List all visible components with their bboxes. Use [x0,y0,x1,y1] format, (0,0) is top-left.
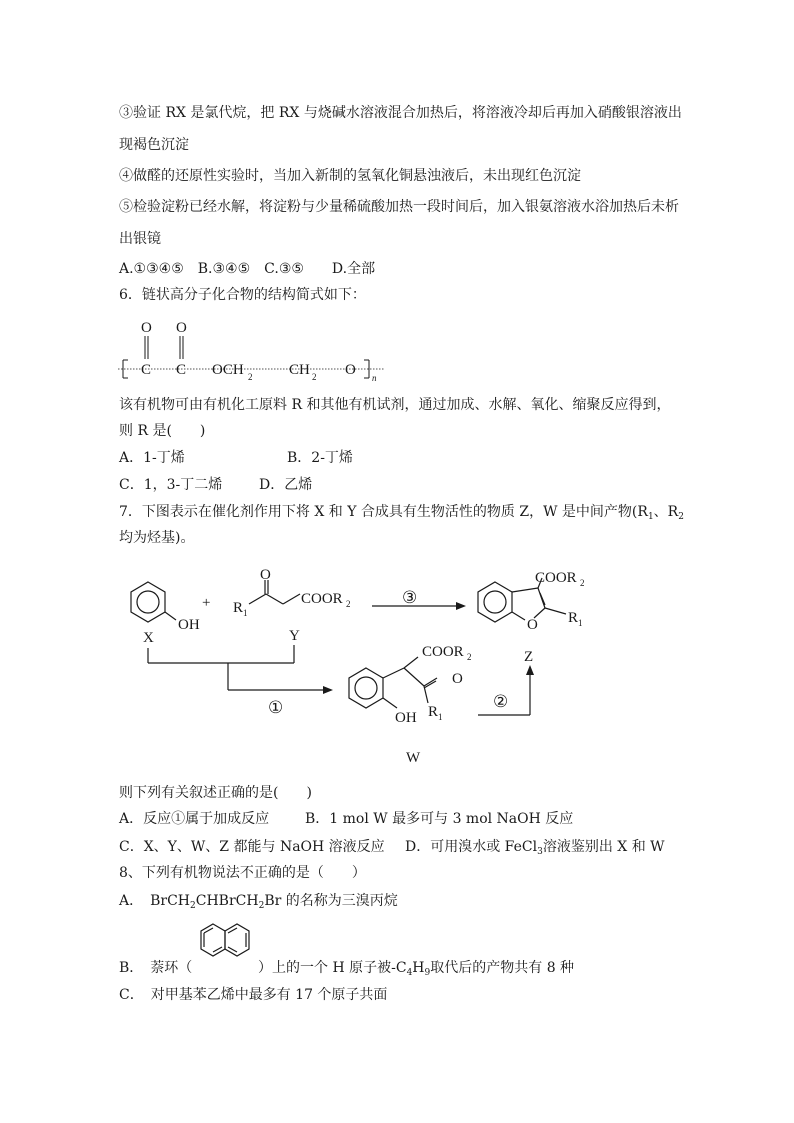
q8-option-b-prefix: B． 萘环（ [119,960,193,976]
q8-option-a: A． BrCH$_2$CHBrCH$_2$Br 的名称为三溴丙烷 [119,893,398,911]
q7-option-d: D．可用溴水或 FeCl$_3$溶液鉴别出 X 和 W [405,839,665,857]
formula-n: n [372,373,377,383]
q5-options: A.①③④⑤ B.③④⑤ C.③⑤ D.全部 [119,261,376,277]
q6-desc-line1: 该有机物可由有机化工原料 R 和其他有机试剂，通过加成、水解、氧化、缩聚反应得到， [119,397,671,413]
z-ring-o: O [527,617,538,633]
q5-item3-line2: 现褐色沉淀 [119,137,189,153]
x-benzene-ring [131,582,165,622]
q6-option-c: C．1，3-丁二烯 [119,477,223,493]
w-cooR-sub: 2 [467,652,472,662]
z-cooR-sub: 2 [580,578,585,588]
step1-label: ① [268,698,284,717]
q5-item4: ④做醛的还原性实验时，当加入新制的氢氧化铜悬浊液后，未出现红色沉淀 [119,168,581,184]
q7-stem-line2: 均为烃基)。 [119,530,195,546]
z-cooR: COOR [535,570,577,586]
formula-ch: CH [289,362,310,378]
y-ketone-o: O [260,567,271,583]
formula-sub-2b: 2 [312,372,317,382]
w-label: W [406,750,421,766]
z-label: Z [524,649,534,665]
q7-question: 则下列有关叙述正确的是( ) [119,785,312,801]
y-backbone [249,594,266,604]
naphthalene-structure [192,918,258,966]
step3-label: ③ [402,588,418,607]
y-r1-sub: 1 [243,608,248,618]
q8-option-c: C． 对甲基苯乙烯中最多有 17 个原子共面 [119,987,388,1003]
q6-option-d: D．乙烯 [259,477,313,493]
q5-item5-line1: ⑤检验淀粉已经水解，将淀粉与少量稀硫酸加热一段时间后，加入银氨溶液水浴加热后未析 [119,199,679,215]
w-aromatic-circle [355,677,377,699]
x-aromatic-circle [137,591,159,613]
x-label: X [143,630,154,646]
q8-option-b-rest: ）上的一个 H 原子被$-C_4H_9$取代后的产物共有 8 种 [258,960,575,978]
w-cooR: COOR [422,644,464,660]
w-oh-label: OH [395,710,417,726]
q6-polymer-formula [115,312,395,384]
formula-c-1: C [141,362,152,378]
step2-label: ② [493,692,509,711]
plus-sign: + [202,595,211,611]
q7-option-c: C．X、Y、W、Z 都能与 NaOH 溶液反应 [119,839,385,855]
y-r1: R [233,600,244,616]
q7-option-a: A．反应①属于加成反应 [119,811,270,827]
z-r1: R [568,610,579,626]
y-cooR: COOR [301,591,343,607]
w-r1: R [428,704,439,720]
formula-sub-2a: 2 [248,372,253,382]
x-oh-label: OH [178,617,200,633]
w-ketone-o: O [452,671,463,687]
q7-reaction-scheme [110,555,630,770]
z-aromatic-circle [484,591,506,613]
q6-desc-line2: 则 R 是( ) [119,423,206,439]
formula-o-top-1: O [141,320,152,336]
q7-option-b: B．1 mol W 最多可与 3 mol NaOH 反应 [305,811,574,827]
q8-stem: 8、下列有机物说法不正确的是（ ） [119,865,366,881]
q6-option-b: B．2-丁烯 [287,450,353,466]
z-benzene-ring [478,582,512,622]
q6-option-a: A．1-丁烯 [119,450,185,466]
q7-stem-line1: 7．下图表示在催化剂作用下将 X 和 Y 合成具有生物活性的物质 Z，W 是中间产物($R_1$、$R_2$ [119,504,684,522]
q6-stem: 6．链状高分子化合物的结构简式如下： [119,287,366,303]
q5-item3-line1: ③验证 RX 是氯代烷，把 RX 与烧碱水溶液混合加热后，将溶液冷却后再加入硝酸银溶液出 [119,105,682,121]
formula-c-2: C [176,362,187,378]
formula-och: OCH [212,362,244,378]
formula-o: O [345,362,356,378]
z-r1-sub: 1 [578,618,583,628]
y-label: Y [289,628,300,644]
w-benzene-ring [349,668,383,708]
w-r1-sub: 1 [438,712,443,722]
y-cooR-sub: 2 [346,599,351,609]
formula-o-top-2: O [176,320,187,336]
q5-item5-line2: 出银镜 [119,231,161,247]
